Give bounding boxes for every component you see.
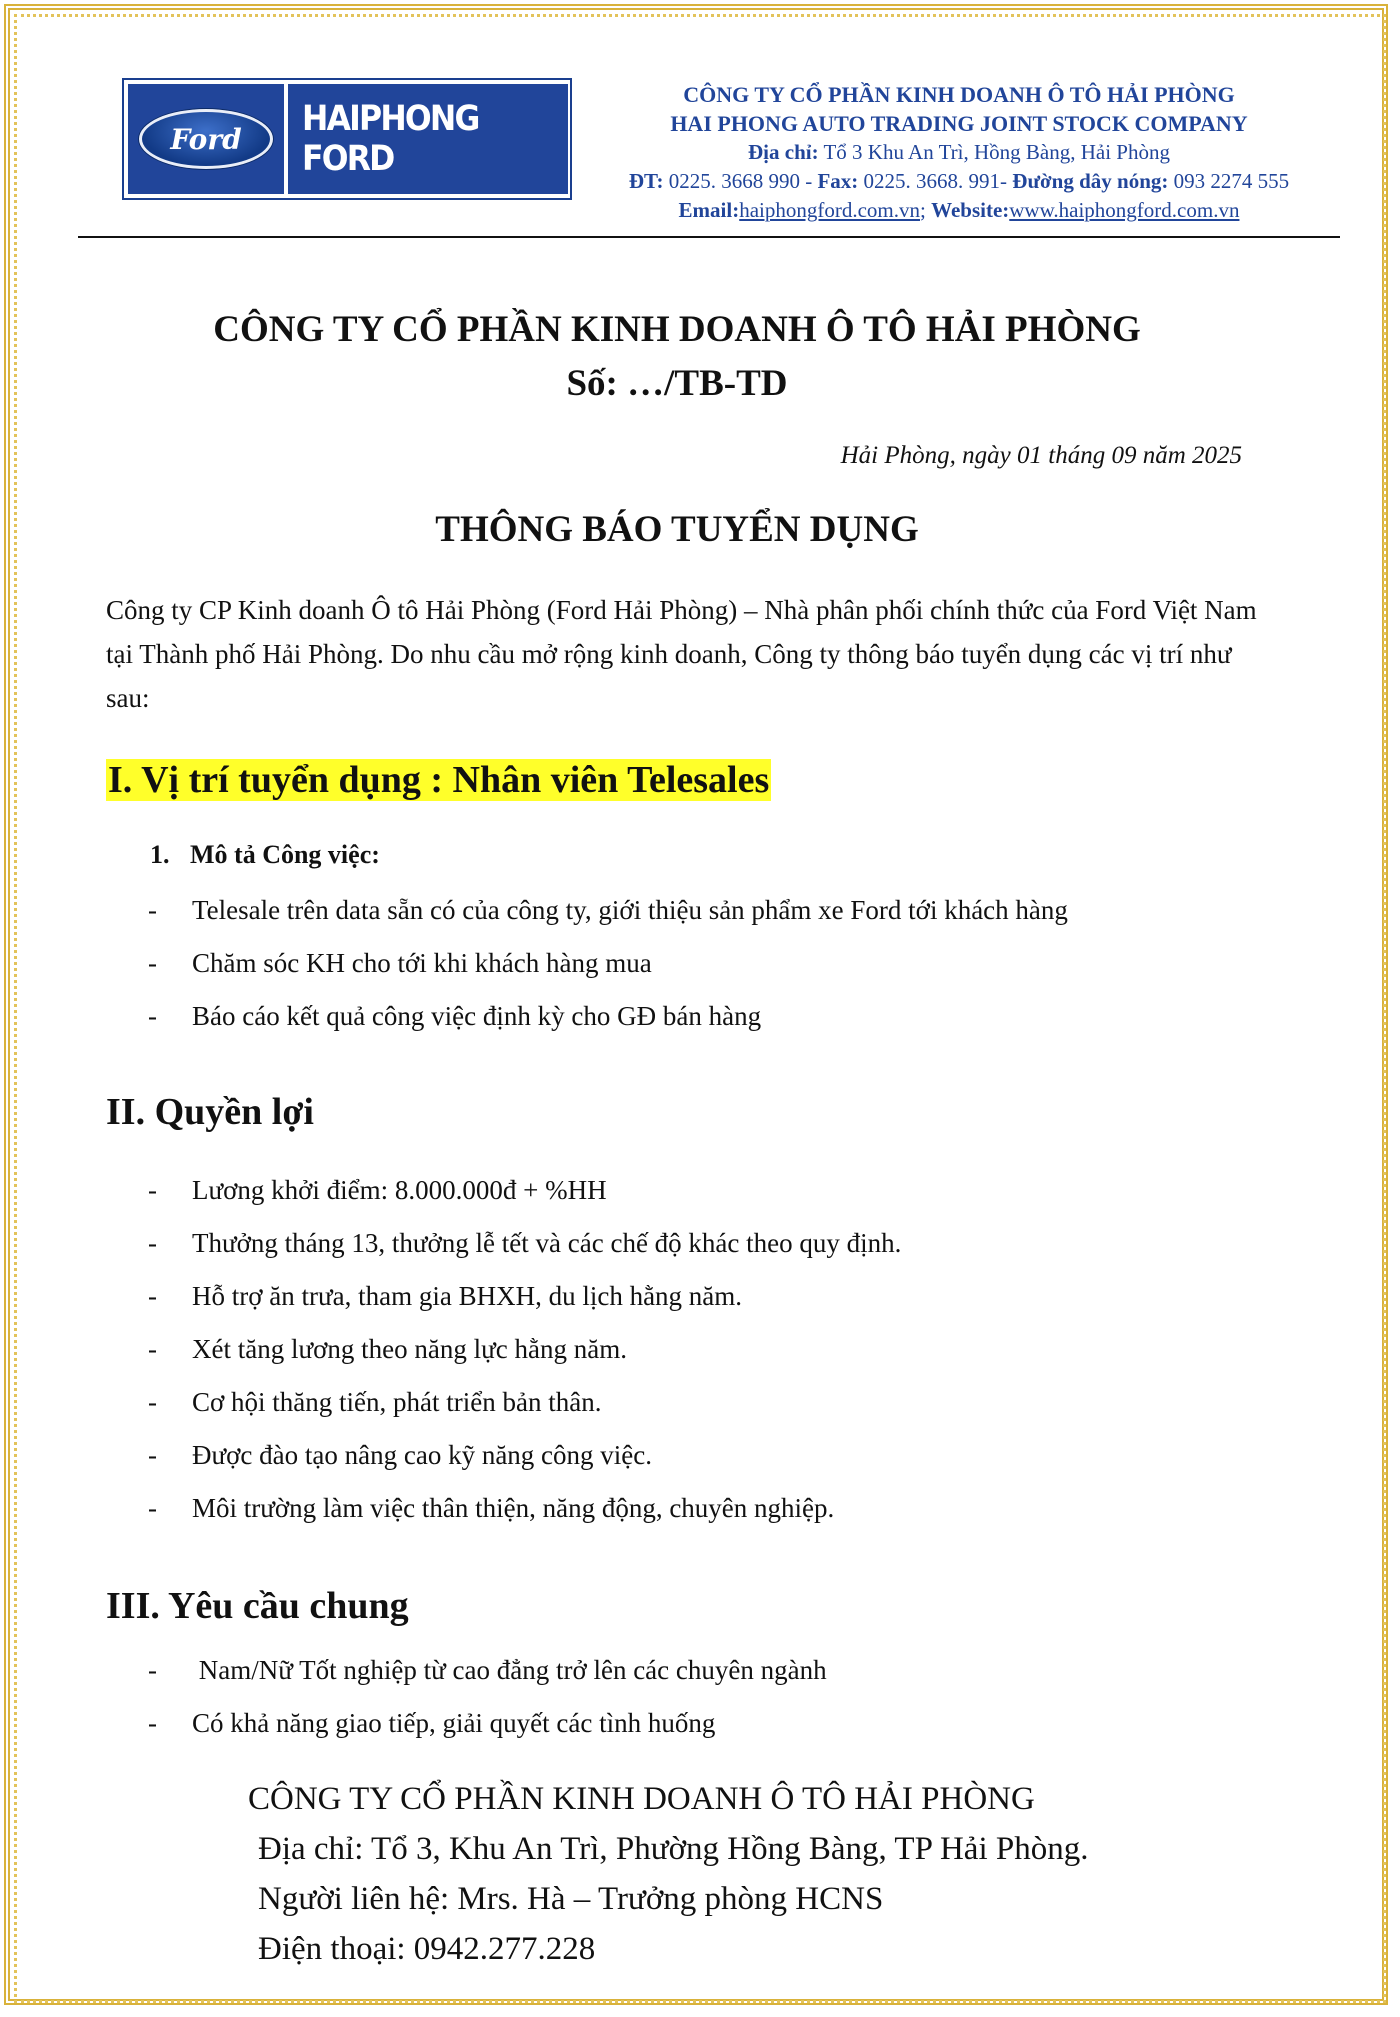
dash-bullet: - <box>148 895 157 925</box>
list-item-text: Lương khởi điểm: 8.000.000đ + %HH <box>192 1175 607 1205</box>
heading-number: 1. <box>150 840 170 869</box>
document-company: CÔNG TY CỔ PHẦN KINH DOANH Ô TÔ HẢI PHÒNG <box>213 309 1141 350</box>
contact-company: CÔNG TY CỔ PHẦN KINH DOANH Ô TÔ HẢI PHÒNG <box>248 1781 1035 1817</box>
ford-oval-icon <box>139 109 273 169</box>
company-name-en: HAI PHONG AUTO TRADING JOINT STOCK COMPANY <box>670 111 1248 136</box>
company-info <box>578 80 1340 225</box>
logo-text: HAIPHONG FORD <box>302 99 479 179</box>
contact-address: Địa chỉ: Tổ 3, Khu An Trì, Phường Hồng Bàng, TP Hải Phòng. <box>258 1831 1089 1867</box>
company-contact-line <box>578 167 1340 196</box>
fax-value: 0225. 3668. 991- <box>863 169 1013 193</box>
website-label: Website: <box>931 198 1010 222</box>
job-description-heading <box>150 840 380 870</box>
heading-text: Mô tả Công việc: <box>190 840 380 869</box>
list-item <box>148 884 1298 937</box>
dash-bullet: - <box>148 948 157 978</box>
dash-bullet: - <box>148 1001 157 1031</box>
section-1-title <box>106 758 771 802</box>
list-item-text: Thưởng tháng 13, thưởng lễ tết và các chế độ khác theo quy định. <box>192 1228 902 1258</box>
document-number: Số: …/TB-TD <box>566 363 788 404</box>
company-web-line <box>578 196 1340 225</box>
document-title: THÔNG BÁO TUYỂN DỤNG <box>435 509 919 550</box>
list-item <box>148 1270 1298 1323</box>
separator: ; <box>920 198 932 222</box>
list-item <box>148 937 1298 990</box>
list-item <box>148 1376 1298 1429</box>
dash-bullet: - <box>148 1655 157 1685</box>
list-item <box>148 1164 1298 1217</box>
list-item <box>148 990 1298 1043</box>
intro-paragraph: Công ty CP Kinh doanh Ô tô Hải Phòng (Ford Hải Phòng) – Nhà phân phối chính thức của Ford Việt Nam tại Thành phố Hải Phòng. Do nhu cầu mở rộng kinh doanh, Công ty thông báo tuyển dụng các vị trí như sau: <box>106 595 1257 713</box>
list-item-text: Cơ hội thăng tiến, phát triển bản thân. <box>192 1387 602 1417</box>
company-address <box>578 138 1340 167</box>
hotline-label: Đường dây nóng: <box>1012 169 1169 193</box>
requirements-list <box>148 1644 1298 1750</box>
list-item-text: Môi trường làm việc thân thiện, năng động, chuyên nghiệp. <box>192 1493 835 1523</box>
contact-phone: Điện thoại: 0942.277.228 <box>258 1931 596 1967</box>
hotline-value: 093 2274 555 <box>1173 169 1290 193</box>
contact-person: Người liên hệ: Mrs. Hà – Trưởng phòng HCNS <box>258 1881 884 1917</box>
dash-bullet: - <box>148 1281 157 1311</box>
list-item-text: Nam/Nữ Tốt nghiệp từ cao đẳng trở lên các chuyên ngành <box>192 1655 827 1685</box>
company-logo <box>122 78 572 200</box>
dash-bullet: - <box>148 1228 157 1258</box>
dash-bullet: - <box>148 1440 157 1470</box>
dash-bullet: - <box>148 1387 157 1417</box>
company-name-vn: CÔNG TY CỔ PHẦN KINH DOANH Ô TÔ HẢI PHÒNG <box>683 82 1235 107</box>
list-item <box>148 1217 1298 1270</box>
list-item-text: Xét tăng lương theo năng lực hằng năm. <box>192 1334 627 1364</box>
ford-logo-word: Ford <box>170 122 242 156</box>
list-item-text: Có khả năng giao tiếp, giải quyết các tình huống <box>192 1708 716 1738</box>
list-item <box>148 1429 1298 1482</box>
list-item-text: Báo cáo kết quả công việc định kỳ cho GĐ bán hàng <box>192 1001 762 1031</box>
contact-block <box>248 1774 1088 1974</box>
ford-logo-panel <box>128 84 284 194</box>
section-3-title: III. Yêu cầu chung <box>106 1585 409 1627</box>
list-item-text: Hỗ trợ ăn trưa, tham gia BHXH, du lịch hằng năm. <box>192 1281 743 1311</box>
list-item <box>148 1323 1298 1376</box>
email-label: Email: <box>678 198 740 222</box>
list-item <box>148 1644 1298 1697</box>
address-value: Tổ 3 Khu An Trì, Hồng Bàng, Hải Phòng <box>823 140 1170 164</box>
phone-value: 0225. 3668 990 - <box>668 169 818 193</box>
list-item-text: Được đào tạo nâng cao kỹ năng công việc. <box>192 1440 653 1470</box>
section-2-title: II. Quyền lợi <box>106 1091 314 1133</box>
list-item-text: Telesale trên data sẵn có của công ty, giới thiệu sản phẩm xe Ford tới khách hàng <box>192 895 1068 925</box>
dash-bullet: - <box>148 1175 157 1205</box>
list-item-text: Chăm sóc KH cho tới khi khách hàng mua <box>192 948 652 978</box>
address-label: Địa chỉ: <box>748 140 819 164</box>
fax-label: Fax: <box>817 169 859 193</box>
dash-bullet: - <box>148 1493 157 1523</box>
phone-label: ĐT: <box>628 169 664 193</box>
job-description-list <box>148 884 1298 1043</box>
letterhead <box>78 60 1340 238</box>
email-link[interactable]: haiphongford.com.vn <box>739 198 921 222</box>
benefits-list <box>148 1164 1298 1535</box>
website-link[interactable]: www.haiphongford.com.vn <box>1009 198 1240 222</box>
list-item <box>148 1697 1298 1750</box>
section-1-title-text: I. Vị trí tuyển dụng : Nhân viên Telesales <box>108 759 770 801</box>
logo-text-panel <box>288 84 568 194</box>
dash-bullet: - <box>148 1708 157 1738</box>
document-date: Hải Phòng, ngày 01 tháng 09 năm 2025 <box>840 442 1242 469</box>
dash-bullet: - <box>148 1334 157 1364</box>
list-item <box>148 1482 1298 1535</box>
